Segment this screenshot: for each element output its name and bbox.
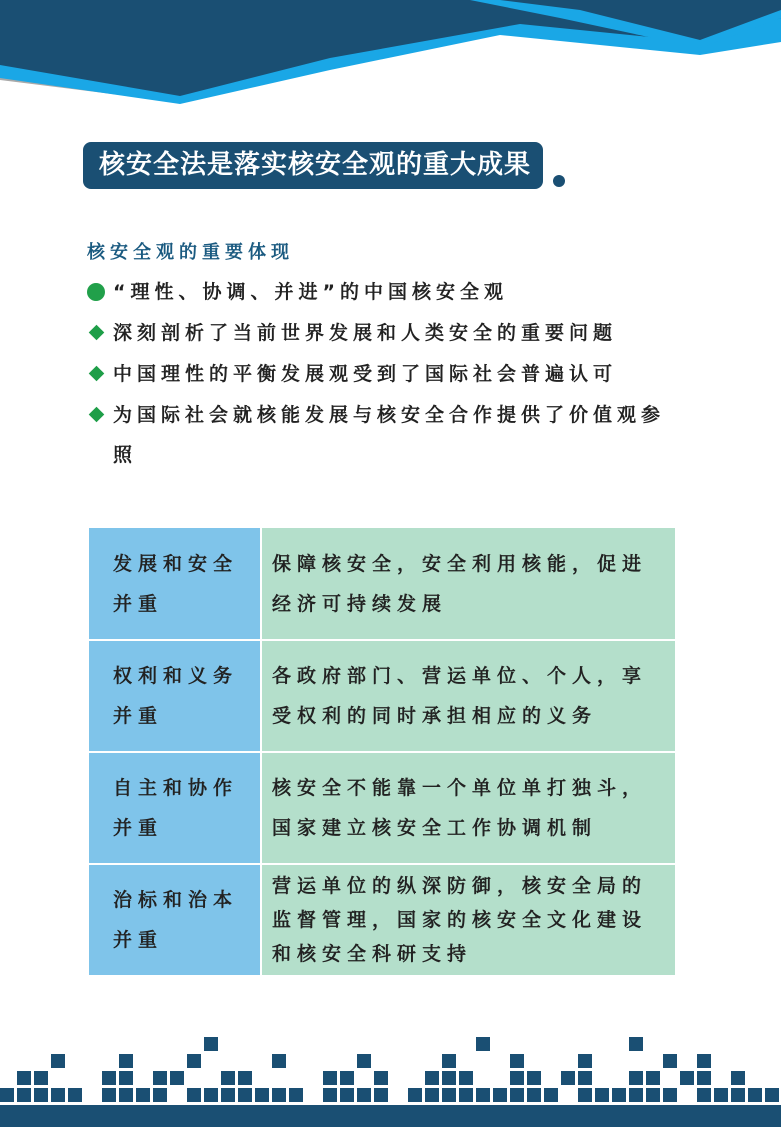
diamond-icon bbox=[87, 364, 107, 384]
principle-name: 自主和协作并重 bbox=[89, 752, 261, 864]
table-row bbox=[89, 528, 675, 640]
list-item bbox=[87, 278, 687, 306]
list-item bbox=[87, 395, 673, 475]
principle-description: 营运单位的纵深防御，核安全局的监督管理，国家的核安全文化建设和核安全科研支持 bbox=[261, 864, 675, 976]
green-dot-icon bbox=[87, 282, 107, 302]
bullet-text: 中国理性的平衡发展观受到了国际社会普遍认可 bbox=[113, 363, 618, 385]
table-row bbox=[89, 864, 675, 976]
principle-name: 权利和义务并重 bbox=[89, 640, 261, 752]
diamond-icon bbox=[87, 323, 107, 343]
section-heading: 核安全观的重要体现 bbox=[87, 242, 294, 263]
bullet-text: 深刻剖析了当前世界发展和人类安全的重要问题 bbox=[113, 322, 618, 344]
diamond-icon bbox=[87, 405, 107, 425]
list-item bbox=[87, 360, 687, 388]
bullet-text: 为国际社会就核能发展与核安全合作提供了价值观参照 bbox=[113, 404, 666, 466]
top-banner-decoration bbox=[0, 0, 781, 110]
principle-name: 治标和治本并重 bbox=[89, 864, 261, 976]
principle-description: 保障核安全，安全利用核能，促进经济可持续发展 bbox=[261, 528, 675, 640]
table-row bbox=[89, 752, 675, 864]
principles-table bbox=[89, 528, 675, 977]
principle-description: 核安全不能靠一个单位单打独斗，国家建立核安全工作协调机制 bbox=[261, 752, 675, 864]
table-row bbox=[89, 640, 675, 752]
list-item bbox=[87, 319, 687, 347]
principle-description: 各政府部门、营运单位、个人，享受权利的同时承担相应的义务 bbox=[261, 640, 675, 752]
bottom-pixel-decoration bbox=[0, 1030, 781, 1127]
title-dot bbox=[553, 175, 565, 187]
bullet-list bbox=[87, 278, 687, 488]
page-title: 核安全法是落实核安全观的重大成果 bbox=[83, 142, 543, 189]
bullet-text: “理性、协调、并进”的中国核安全观 bbox=[113, 281, 508, 303]
principle-name: 发展和安全并重 bbox=[89, 528, 261, 640]
